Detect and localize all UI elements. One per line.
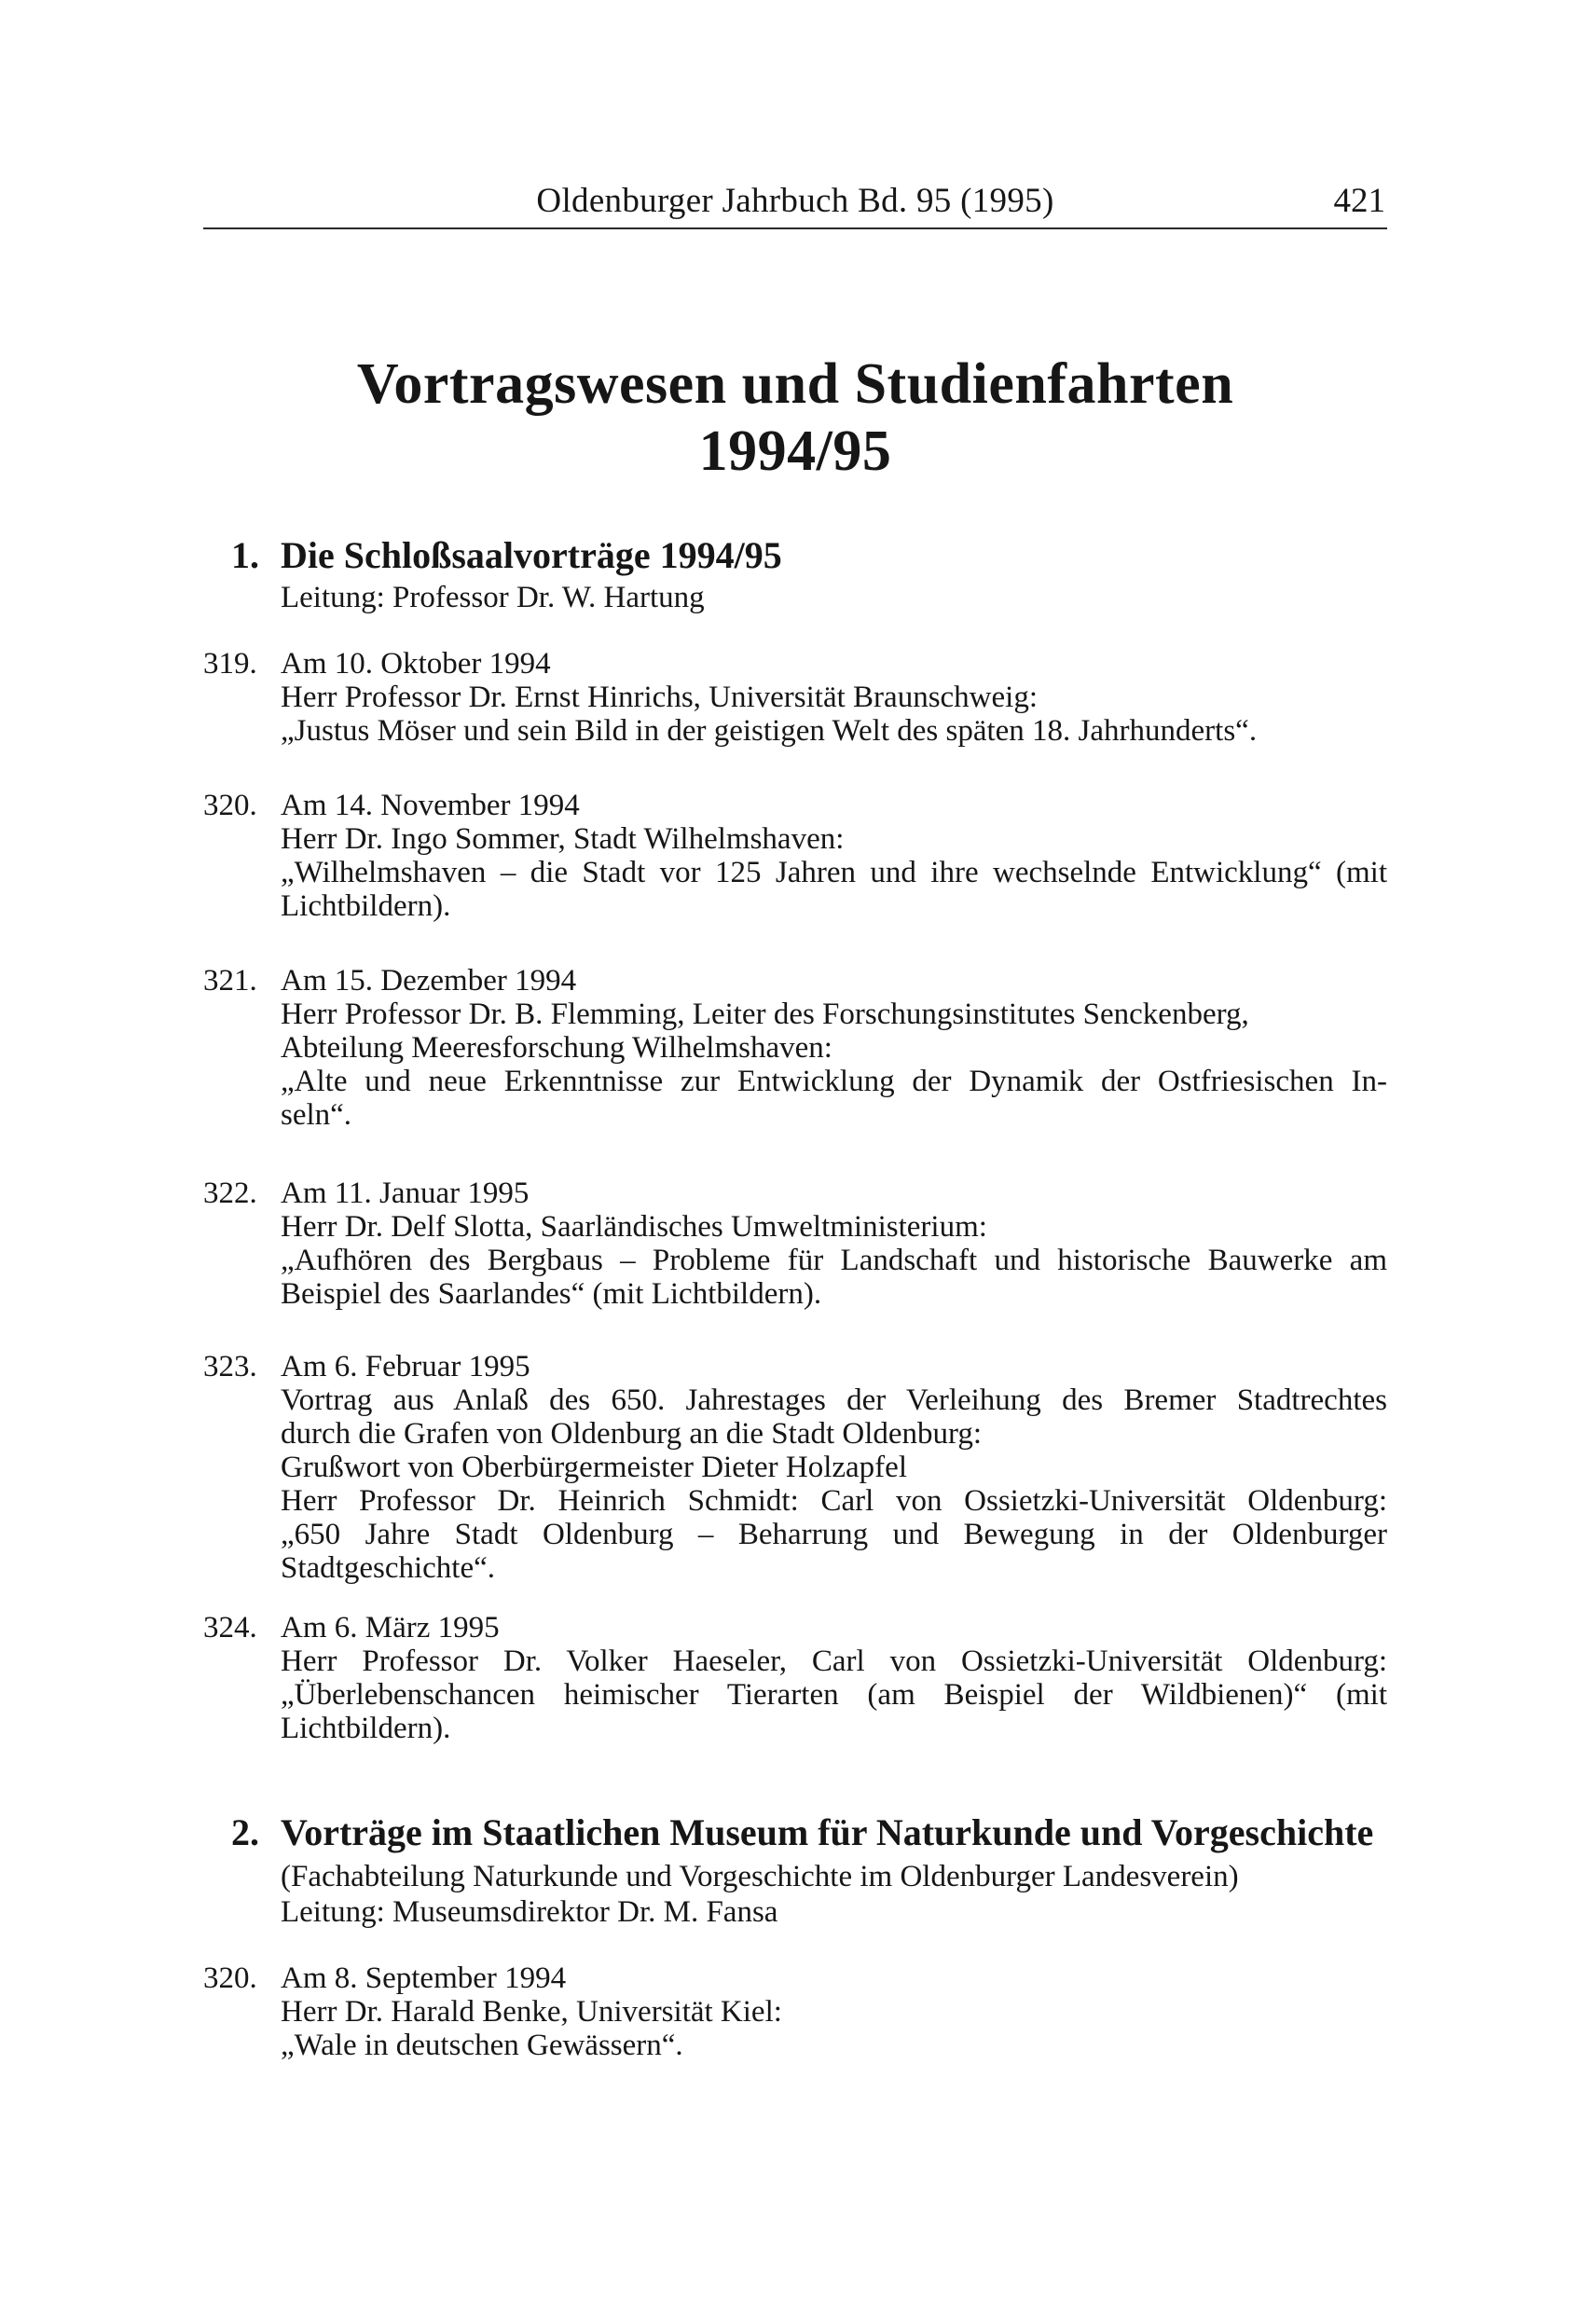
entry-number: 319. — [203, 647, 257, 681]
entry-greeting: Grußwort von Oberbürgermeister Dieter Holzapfel — [281, 1451, 907, 1484]
entry-date: Am 6. Februar 1995 — [281, 1350, 530, 1383]
entry-occasion-continued: durch die Grafen von Oldenburg an die Stadt Oldenburg: — [281, 1417, 983, 1451]
entry-topic-continued: Beispiel des Saarlandes“ (mit Lichtbildern). — [281, 1277, 822, 1311]
section-subtitle: Leitung: Professor Dr. W. Hartung — [281, 581, 705, 614]
entry-date: Am 8. September 1994 — [281, 1961, 567, 1995]
entry-number: 322. — [203, 1177, 257, 1210]
entry-body — [281, 789, 1387, 923]
entry-topic-continued: Lichtbildern). — [281, 1712, 451, 1745]
section-number: 2. — [231, 1811, 259, 1853]
entry-number: 323. — [203, 1350, 257, 1383]
page-title-year: 1994/95 — [698, 420, 892, 483]
entry-topic: „650 Jahre Stadt Oldenburg – Beharrung und Bewegung in der Oldenburger — [281, 1518, 1387, 1551]
entry-number: 320. — [203, 1961, 257, 1995]
entry-topic-continued: Lichtbildern). — [281, 889, 451, 923]
entry-occasion: Vortrag aus Anlaß des 650. Jahrestages der Verleihung des Bremer Stadtrechtes — [281, 1383, 1387, 1417]
running-header — [203, 177, 1387, 229]
entry-speaker: Herr Professor Dr. B. Flemming, Leiter des Forschungsinstitutes Senckenberg, — [281, 998, 1249, 1031]
entry-speaker: Herr Dr. Delf Slotta, Saarländisches Umweltministerium: — [281, 1210, 987, 1244]
entry-speaker: Herr Professor Dr. Heinrich Schmidt: Carl von Ossietzki-Universität Oldenburg: — [281, 1484, 1387, 1518]
entry-topic: „Überlebenschancen heimischer Tierarten (am Beispiel der Wildbienen)“ (mit — [281, 1678, 1387, 1712]
entry-date: Am 14. November 1994 — [281, 789, 580, 822]
journal-title: Oldenburger Jahrbuch Bd. 95 (1995) — [536, 182, 1054, 220]
entry-body — [281, 1177, 1387, 1311]
entry-affiliation: Abteilung Meeresforschung Wilhelmshaven: — [281, 1031, 832, 1065]
entry-topic: „Wale in deutschen Gewässern“. — [281, 2029, 683, 2062]
entry-topic: „Alte und neue Erkenntnisse zur Entwicklung der Dynamik der Ostfriesischen In- — [281, 1065, 1387, 1098]
entry-topic: „Aufhören des Bergbaus – Probleme für Landschaft und historische Bauwerke am — [281, 1244, 1387, 1277]
entry-body — [281, 647, 1387, 748]
section-number: 1. — [231, 534, 259, 576]
section-subtitle: Leitung: Museumsdirektor Dr. M. Fansa — [281, 1895, 778, 1929]
entry-date: Am 11. Januar 1995 — [281, 1177, 530, 1210]
entry-speaker: Herr Professor Dr. Ernst Hinrichs, Universität Braunschweig: — [281, 681, 1038, 714]
entry-speaker: Herr Professor Dr. Volker Haeseler, Carl von Ossietzki-Universität Oldenburg: — [281, 1645, 1387, 1678]
entry-topic: „Justus Möser und sein Bild in der geistigen Welt des späten 18. Jahrhunderts“. — [281, 714, 1258, 748]
entry-body — [281, 1961, 1387, 2062]
entry-speaker: Herr Dr. Ingo Sommer, Stadt Wilhelmshaven: — [281, 822, 845, 856]
entry-body — [281, 1611, 1387, 1745]
entry-body — [281, 964, 1387, 1132]
entry-number: 324. — [203, 1611, 257, 1645]
entry-topic-continued: seln“. — [281, 1098, 352, 1132]
section-title: Vorträge im Staatlichen Museum für Naturkunde und Vorgeschichte — [281, 1811, 1374, 1853]
section-subtitle: (Fachabteilung Naturkunde und Vorgeschichte im Oldenburger Landesverein) — [281, 1860, 1239, 1893]
entry-number: 321. — [203, 964, 257, 998]
section-title: Die Schloßsaalvorträge 1994/95 — [281, 534, 782, 576]
entry-body — [281, 1350, 1387, 1585]
entry-topic: „Wilhelmshaven – die Stadt vor 125 Jahren und ihre wechselnde Entwicklung“ (mit — [281, 856, 1387, 889]
entry-number: 320. — [203, 789, 257, 822]
page-title: Vortragswesen und Studienfahrten — [356, 352, 1234, 416]
entry-date: Am 10. Oktober 1994 — [281, 647, 551, 681]
entry-date: Am 15. Dezember 1994 — [281, 964, 577, 998]
entry-topic-continued: Stadtgeschichte“. — [281, 1551, 496, 1585]
entry-date: Am 6. März 1995 — [281, 1611, 500, 1645]
page-number: 421 — [1333, 182, 1385, 220]
entry-speaker: Herr Dr. Harald Benke, Universität Kiel: — [281, 1995, 782, 2029]
